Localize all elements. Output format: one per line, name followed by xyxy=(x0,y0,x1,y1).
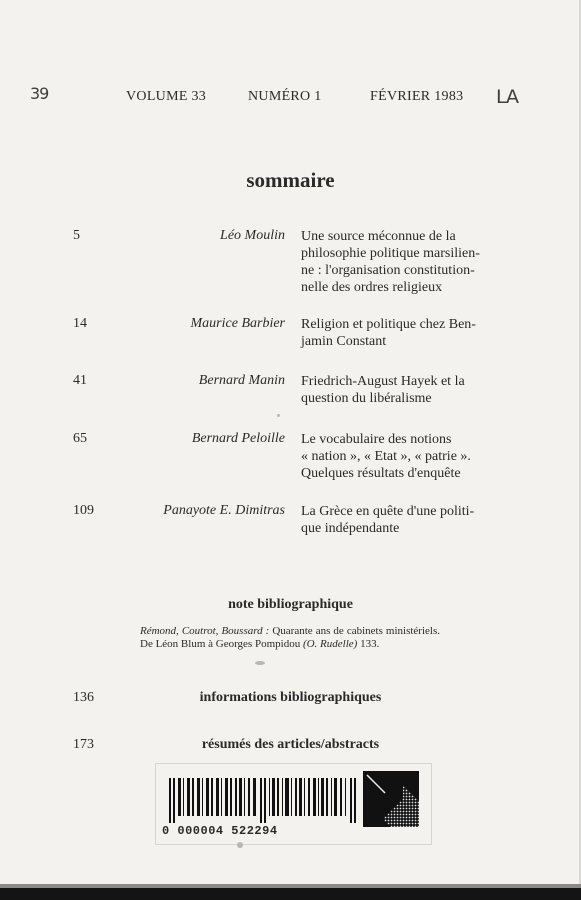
article-title-line: jamin Constant xyxy=(301,334,387,349)
section-heading: informations bibliographiques xyxy=(199,690,382,705)
article-page-number: 41 xyxy=(73,373,87,388)
article-title-line: Quelques résultats d'enquête xyxy=(301,466,461,481)
page-speck xyxy=(277,414,280,417)
article-author: Léo Moulin xyxy=(220,228,285,243)
article-title xyxy=(301,373,511,407)
article-title xyxy=(301,228,511,296)
article-author: Bernard Peloille xyxy=(191,431,285,446)
section-page-number: 173 xyxy=(73,737,94,752)
volume-label: VOLUME 33 xyxy=(126,89,207,104)
publisher-logo-graphic xyxy=(363,771,419,827)
article-page-number: 5 xyxy=(73,228,80,243)
article-author: Panayote E. Dimitras xyxy=(163,503,285,518)
article-title-line: Friedrich-August Hayek et la xyxy=(301,374,465,389)
note-heading: note bibliographique xyxy=(228,597,353,612)
article-title-line: La Grèce en quête d'une politi- xyxy=(301,504,475,519)
issue-label: NUMÉRO 1 xyxy=(248,89,322,104)
article-title-line: question du libéralisme xyxy=(301,391,432,406)
article-page-number: 109 xyxy=(73,503,94,518)
article-title xyxy=(301,503,511,537)
article-title xyxy=(301,431,511,482)
article-title-line: ne : l'organisation constitution- xyxy=(301,263,475,278)
barcode-bars xyxy=(169,778,357,823)
publisher-logo xyxy=(363,771,419,827)
page-speck xyxy=(237,842,243,848)
barcode-digits: 0 000004 522294 xyxy=(162,824,278,838)
article-title-line: philosophie politique marsilien- xyxy=(301,246,480,261)
section-heading: résumés des articles/abstracts xyxy=(201,737,380,752)
article-author: Maurice Barbier xyxy=(190,316,285,331)
barcode xyxy=(155,763,432,845)
handwritten-initials: LA xyxy=(496,86,519,108)
article-author: Bernard Manin xyxy=(198,373,285,388)
article-title-line: « nation », « Etat », « patrie ». xyxy=(301,449,471,464)
article-page-number: 65 xyxy=(73,431,87,446)
section-page-number: 136 xyxy=(73,690,94,705)
note-reviewer: (O. Rudelle) xyxy=(302,637,358,650)
article-title-line: Religion et politique chez Ben- xyxy=(301,317,476,332)
note-text: Quarante ans de cabinets ministériels. De Léon Blum à Georges Pompidou xyxy=(140,625,440,650)
date-label: FÉVRIER 1983 xyxy=(370,89,464,104)
article-title-line: que indépendante xyxy=(301,521,400,536)
note-page: 133. xyxy=(360,637,380,650)
article-title-line: nelle des ordres religieux xyxy=(301,280,443,295)
page-title: sommaire xyxy=(246,168,335,192)
note-authors: Rémond, Coutrot, Boussard : xyxy=(140,625,270,637)
bibliographic-note xyxy=(140,625,440,650)
article-title-line: Une source méconnue de la xyxy=(301,229,456,244)
article-title-line: Le vocabulaire des notions xyxy=(301,432,452,447)
page-speck xyxy=(255,661,265,665)
scan-edge xyxy=(0,888,581,900)
handwritten-number: 39 xyxy=(30,84,49,103)
article-page-number: 14 xyxy=(73,316,87,331)
article-title xyxy=(301,316,511,350)
